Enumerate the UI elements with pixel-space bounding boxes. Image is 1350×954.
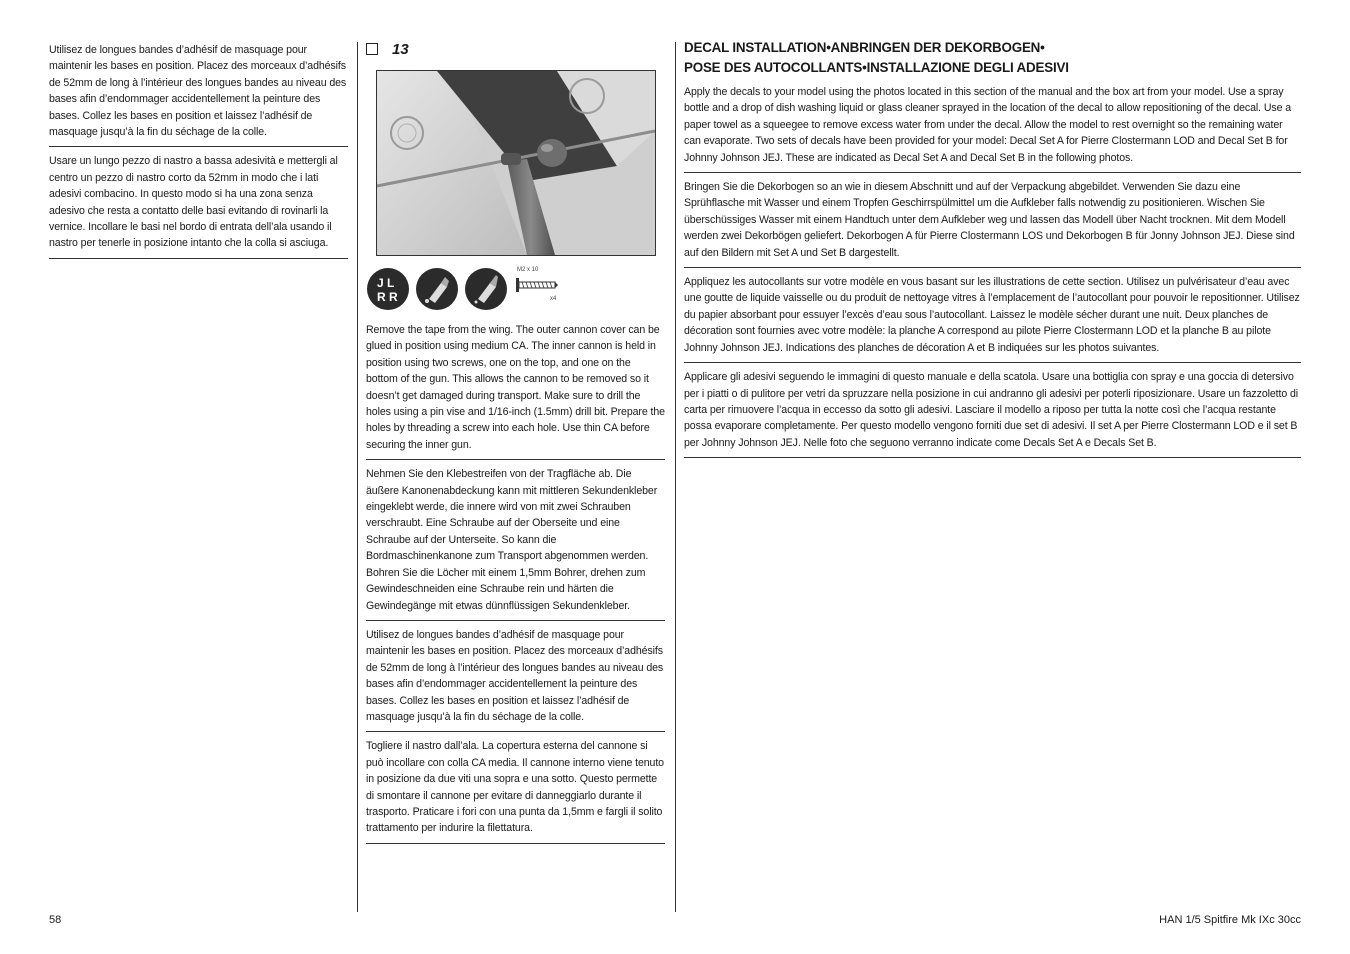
step-number: 13 <box>392 40 409 58</box>
column-divider-left <box>357 42 358 912</box>
paragraph-german: Bringen Sie die Dekorbogen so an wie in diesem Abschnitt und auf der Verpackung abgebildet. Verwenden Sie dazu eine Sprühflasche mit Wasser und einem Tropfen Geschirrspülmittel um die Aufkleber falls notwendig zu positionieren. Wischen Sie überschüssiges Wasser mit einem Handtuch unter dem Aufkleber weg und lassen das Modell über Nacht trocknen. Mit dem Modell werden zwei Dekorbögen geliefert. Dekorbogen A für Pierre Clostermann LOS und Dekorbogen B für Jonny Johnson JEJ. Diese sind auf den Bildern mit Set A und Set B dargestellt. <box>684 173 1301 268</box>
screw-label: M2 x 10 <box>517 267 539 273</box>
svg-text:R R: R R <box>377 290 398 304</box>
screw-icon <box>516 278 558 292</box>
thin-ca-glue-icon <box>465 268 507 310</box>
paragraph-german: Nehmen Sie den Klebestreifen von der Tragfläche ab. Die äußere Kanonenabdeckung kann mit mittleren Sekundenkleber eingeklebt werde, die innere wird von mit zwei Schrauben verschraubt. Eine Schraube auf der Oberseite und eine Schraube auf der Unterseite. So kann die Bordmaschinenkanone zum Transport abgenommen werden. Bohren Sie die Löcher mit einem 1,5mm Bohrer, drehen zum Gewindeschneiden eine Schraube rein und härten die Gewindegänge mit etwas dünnflüssigen Sekundenkleber. <box>366 460 665 621</box>
step-column <box>366 42 665 844</box>
thread-lock-icon <box>367 268 409 310</box>
footer-title: HAN 1/5 Spitfire Mk IXc 30cc <box>1159 914 1301 926</box>
column-divider-right <box>675 42 676 912</box>
paragraph-english: Remove the tape from the wing. The outer cannon cover can be glued in position using medium CA. The inner cannon is held in position using two screws, one on the top, and one on the bottom of the gun. This allows the cannon to be removed so it doesn’t get damaged during transport. Make sure to drill the holes using a pin vise and 1/16-inch (1.5mm) drill bit. Prepare the holes by threading a screw into each hole. Use thin CA before securing the inner gun. <box>366 322 665 460</box>
paragraph-french: Appliquez les autocollants sur votre modèle en vous basant sur les illustrations de cette section. Utilisez un pulvérisateur d’eau avec une goutte de liquide vaisselle ou du produit de nettoyage vitres à l’emplacement de l’autocollant pour pouvoir le repositionner. Utilisez du papier absorbant pour essuyer l’excès d’eau sous l’autocollant. Laissez le modèle sécher durant une nuit. Deux planches de décoration sont fournies avec votre modèle: la planche A correspond au pilote Pierre Clostermann LOD et la planche B au pilote Johnny Johnson JEJ. Indications des planches de décoration A et B indiquées sur les photos suivantes. <box>684 268 1301 363</box>
decal-column <box>684 42 1301 458</box>
step-header <box>366 42 665 56</box>
section-heading <box>684 38 1301 78</box>
step-checkbox[interactable] <box>366 43 378 55</box>
paragraph-italian: Applicare gli adesivi seguendo le immagini di questo manuale e della scatola. Usare una bottiglia con spray e una goccia di detersivo per i piatti o di pulitore per vetri da spruzzare nella posizione in cui andranno gli adesivi per poterli riposizionare. Usare un fazzoletto di carta per rimuovere l’acqua in eccesso da sotto gli adesivi. Lasciare il modello a riposo per tutta la notte così che l’acqua restante possa evaporare completamente. Per questo modello vengono forniti due set di adesivi. Il set A per Pierre Clostermann LOD e il set B per Johnny Johnson JEJ. Nelle foto che seguono verranno indicate come Decals Set A e Decals Set B. <box>684 363 1301 458</box>
page-number: 58 <box>49 914 62 926</box>
svg-text:J L: J L <box>377 276 395 290</box>
screw-quantity: x4 <box>550 296 557 302</box>
paragraph-italian: Usare un lungo pezzo di nastro a bassa adesività e mettergli al centro un pezzo di nastro corto da 52mm in modo che i lati adesivi combacino. In questo modo si ha una zona senza adesivo che resta a contatto delle basi evitando di rovinarli la vernice. Incollare le basi nel bordo di entrata dell’ala usando il nastro per tenerle in posizione intanto che la colla si asciuga. <box>49 147 348 258</box>
step-photo <box>376 70 656 256</box>
wing-cannon-photo <box>377 71 655 255</box>
paragraph-italian: Togliere il nastro dall’ala. La copertura esterna del cannone si può incollare con colla CA media. Il cannone interno viene tenuto in posizione da due viti una sopra e una sotto. Questo permette di smontare il cannone per evitare di danneggiarlo durante il trasporto. Praticare i fori con una punta da 1,5mm e fargli il solito trattamento per indurire la filettatura. <box>366 732 665 843</box>
paragraph-french: Utilisez de longues bandes d’adhésif de masquage pour maintenir les bases en position. Placez des morceaux d’adhésifs de 52mm de long à l’intérieur des longues bandes au niveau des bases afin d’endommager accidentellement la peinture des bases. Collez les bases en position et laissez l’adhésif de masquage jusqu’à la fin du séchage de la colle. <box>366 621 665 732</box>
screw-spec <box>514 268 564 310</box>
tool-icons <box>367 268 665 310</box>
left-column <box>49 42 348 259</box>
heading-line-2: POSE DES AUTOCOLLANTS•INSTALLAZIONE DEGLI ADESIVI <box>684 60 1069 75</box>
paragraph-english: Apply the decals to your model using the photos located in this section of the manual and the box art from your model. Use a spray bottle and a drop of dish washing liquid or glass cleaner sprayed in the location of the decal to allow repositioning of the decal. Use a paper towel as a squeegee to remove excess water from under the decal. Allow the model to rest overnight so the remaining water can evaporate. Two sets of decals have been provided for your model: Decal Set A for Pierre Clostermann LOD and Decal Set B for Johnny Johnson JEJ. These are indicated as Decal Set A and Decal Set B in the following photos. <box>684 84 1301 173</box>
paragraph-french: Utilisez de longues bandes d’adhésif de masquage pour maintenir les bases en position. Placez des morceaux d’adhésifs de 52mm de long à l’intérieur des longues bandes au niveau des bases afin d’endommager accidentellement la peinture des bases. Collez les bases en position et laissez l’adhésif de masquage jusqu’à la fin du séchage de la colle. <box>49 42 348 147</box>
heading-line-1: DECAL INSTALLATION•ANBRINGEN DER DEKORBOGEN• <box>684 40 1045 55</box>
medium-ca-glue-icon <box>416 268 458 310</box>
